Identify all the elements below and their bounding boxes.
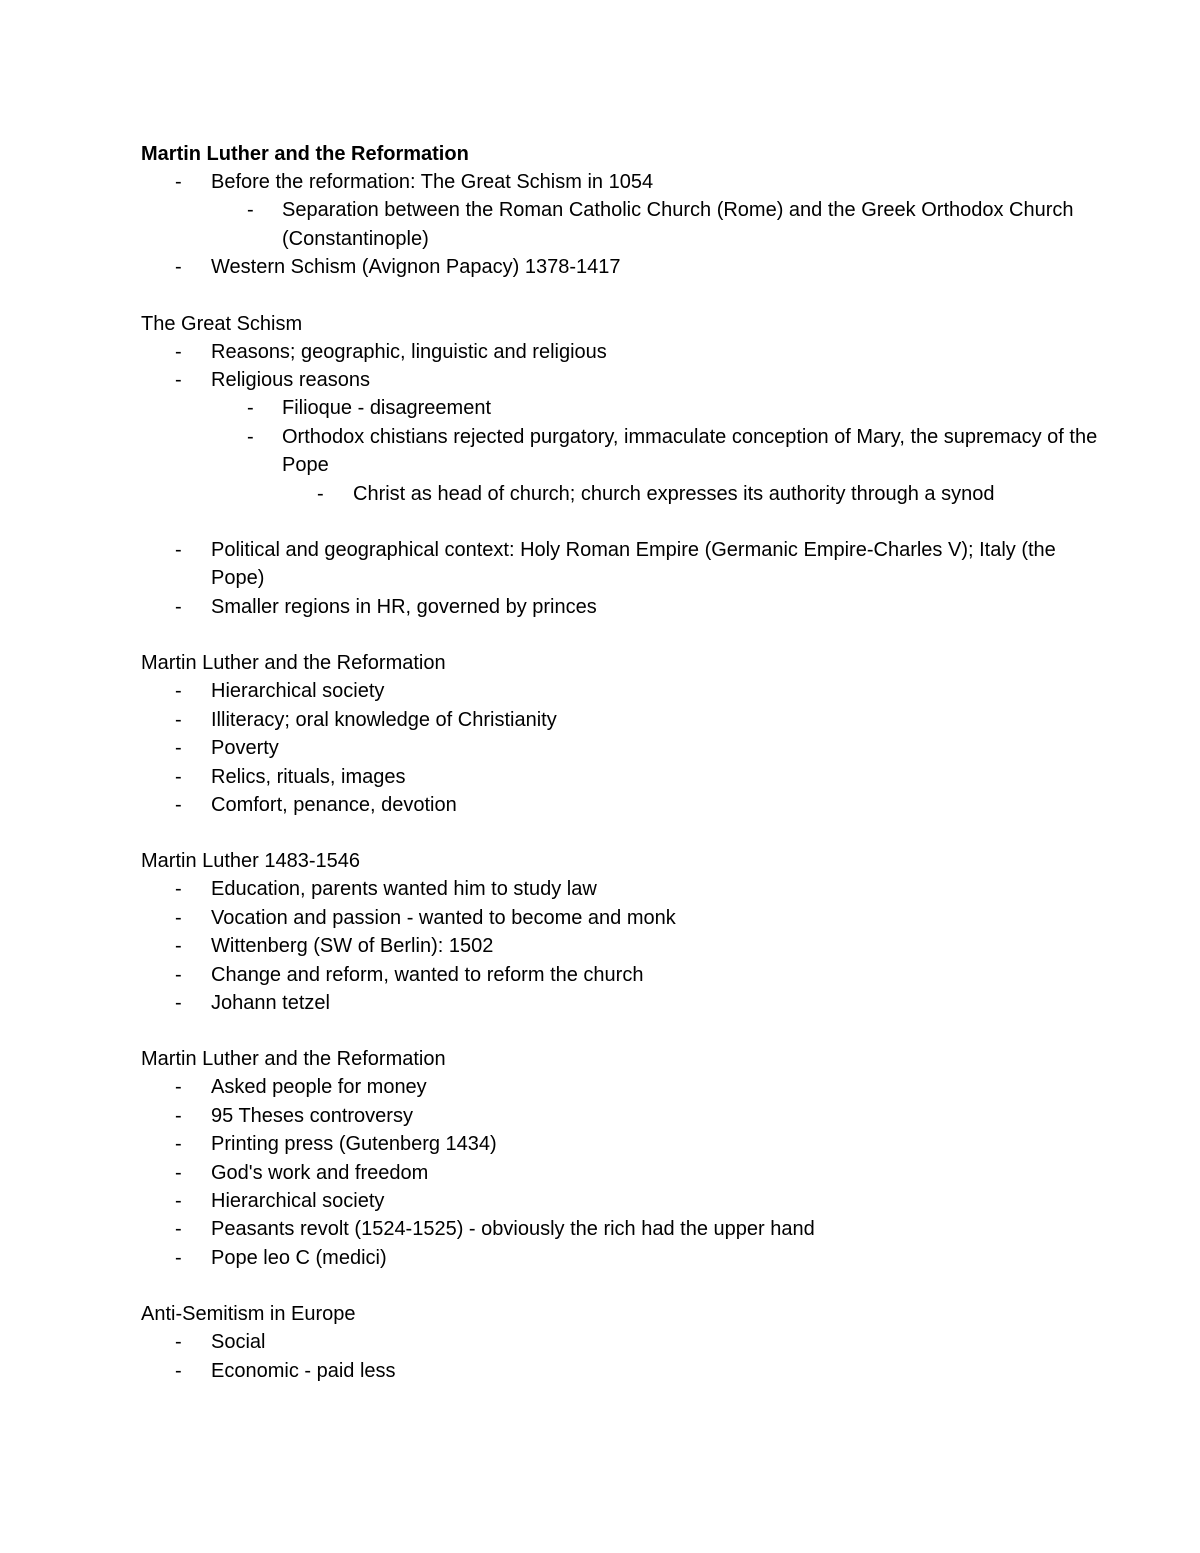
list-item [141, 1357, 1101, 1385]
section-heading: Martin Luther and the Reformation [141, 143, 469, 165]
bullet-list [141, 1328, 1101, 1385]
bullet-list [141, 338, 1101, 622]
list-item-text: Johann tetzel [211, 991, 330, 1014]
list-item-text: Christ as head of church; church expresses its authority through a synod [353, 482, 995, 505]
list-item [141, 423, 1101, 480]
list-item-text: Economic - paid less [211, 1359, 396, 1382]
document-page [141, 140, 1101, 1385]
dash-bullet-icon: - [175, 1161, 182, 1184]
list-item [141, 989, 1101, 1017]
dash-bullet-icon: - [175, 1133, 182, 1156]
dash-bullet-icon: - [175, 595, 182, 618]
note-section [141, 140, 1101, 282]
list-item-text: Education, parents wanted him to study law [211, 878, 597, 901]
dash-bullet-icon: - [175, 991, 182, 1014]
list-item [141, 366, 1101, 394]
list-item [141, 338, 1101, 366]
list-item-text: Vocation and passion - wanted to become and monk [211, 906, 676, 929]
list-item-text: Hierarchical society [211, 680, 385, 703]
list-item [141, 791, 1101, 819]
list-item-text: Social [211, 1331, 266, 1354]
dash-bullet-icon: - [175, 171, 182, 193]
list-item-text: Before the reformation: The Great Schism in 1054 [211, 171, 654, 193]
list-item [141, 168, 1101, 196]
list-item-text: Political and geographical context: Holy Roman Empire (Germanic Empire-Charles V); Italy (the Pope) [211, 539, 1056, 590]
bullet-list [141, 168, 1101, 282]
list-item [141, 536, 1101, 593]
list-item-text: Poverty [211, 737, 279, 760]
dash-bullet-icon: - [175, 765, 182, 788]
dash-bullet-icon: - [175, 1218, 182, 1241]
list-item-text: Hierarchical society [211, 1189, 385, 1212]
list-item-text: Religious reasons [211, 369, 370, 392]
list-item [141, 593, 1101, 621]
note-section [141, 1045, 1101, 1272]
dash-bullet-icon: - [175, 1246, 182, 1269]
bullet-list [141, 875, 1101, 1017]
list-item [141, 1244, 1101, 1272]
list-item [141, 932, 1101, 960]
dash-bullet-icon: - [175, 1189, 182, 1212]
dash-bullet-icon: - [317, 482, 324, 505]
list-item [141, 763, 1101, 791]
dash-bullet-icon: - [175, 256, 182, 279]
dash-bullet-icon: - [175, 708, 182, 731]
section-heading: Martin Luther and the Reformation [141, 1048, 446, 1071]
list-item-text: God's work and freedom [211, 1161, 429, 1184]
list-item-text: Peasants revolt (1524-1525) - obviously the rich had the upper hand [211, 1218, 815, 1241]
list-item-text: Illiteracy; oral knowledge of Christianity [211, 708, 557, 731]
dash-bullet-icon: - [175, 340, 182, 363]
list-item [141, 1187, 1101, 1215]
list-item [141, 1130, 1101, 1158]
list-item-text: Asked people for money [211, 1076, 427, 1099]
dash-bullet-icon: - [175, 369, 182, 392]
list-item [141, 1159, 1101, 1187]
list-item [141, 1073, 1101, 1101]
dash-bullet-icon: - [175, 793, 182, 816]
list-item-text: Smaller regions in HR, governed by princes [211, 595, 597, 618]
section-heading: Anti-Semitism in Europe [141, 1303, 356, 1326]
list-item [141, 706, 1101, 734]
note-section [141, 1300, 1101, 1385]
dash-bullet-icon: - [175, 935, 182, 958]
list-item [141, 734, 1101, 762]
section-heading: Martin Luther and the Reformation [141, 652, 446, 675]
list-item-text: Comfort, penance, devotion [211, 793, 457, 816]
list-item [141, 875, 1101, 903]
list-item [141, 480, 1101, 508]
bullet-list [141, 1073, 1101, 1272]
list-item-text: Filioque - disagreement [282, 397, 491, 420]
dash-bullet-icon: - [175, 1359, 182, 1382]
list-item [141, 1215, 1101, 1243]
section-heading: The Great Schism [141, 312, 303, 335]
list-item-text: 95 Theses controversy [211, 1104, 413, 1127]
dash-bullet-icon: - [247, 425, 254, 448]
dash-bullet-icon: - [175, 680, 182, 703]
note-section [141, 847, 1101, 1017]
list-item-text: Separation between the Roman Catholic Church (Rome) and the Greek Orthodox Church (Constantinople) [282, 199, 1074, 250]
list-item [141, 904, 1101, 932]
list-item [141, 253, 1101, 281]
list-item [141, 196, 1101, 253]
dash-bullet-icon: - [175, 878, 182, 901]
dash-bullet-icon: - [247, 397, 254, 420]
list-item [141, 394, 1101, 422]
list-item-text: Wittenberg (SW of Berlin): 1502 [211, 935, 494, 958]
list-item-text: Change and reform, wanted to reform the church [211, 963, 644, 986]
list-item [141, 1102, 1101, 1130]
dash-bullet-icon: - [175, 906, 182, 929]
dash-bullet-icon: - [175, 539, 182, 562]
dash-bullet-icon: - [175, 1104, 182, 1127]
bullet-list [141, 677, 1101, 819]
list-item-text: Reasons; geographic, linguistic and religious [211, 340, 607, 363]
dash-bullet-icon: - [175, 737, 182, 760]
list-item-text: Western Schism (Avignon Papacy) 1378-1417 [211, 256, 621, 279]
note-section [141, 649, 1101, 819]
list-item-text: Orthodox chistians rejected purgatory, immaculate conception of Mary, the supremacy of the Pope [282, 425, 1098, 477]
dash-bullet-icon: - [175, 1076, 182, 1099]
list-item [141, 677, 1101, 705]
list-item-text: Relics, rituals, images [211, 765, 406, 788]
dash-bullet-icon: - [247, 199, 254, 222]
list-item-text: Pope leo C (medici) [211, 1246, 387, 1269]
dash-bullet-icon: - [175, 963, 182, 986]
note-section [141, 310, 1101, 622]
section-heading: Martin Luther 1483-1546 [141, 850, 361, 873]
list-item-text: Printing press (Gutenberg 1434) [211, 1133, 497, 1156]
list-item [141, 961, 1101, 989]
dash-bullet-icon: - [175, 1331, 182, 1354]
list-item [141, 1328, 1101, 1356]
